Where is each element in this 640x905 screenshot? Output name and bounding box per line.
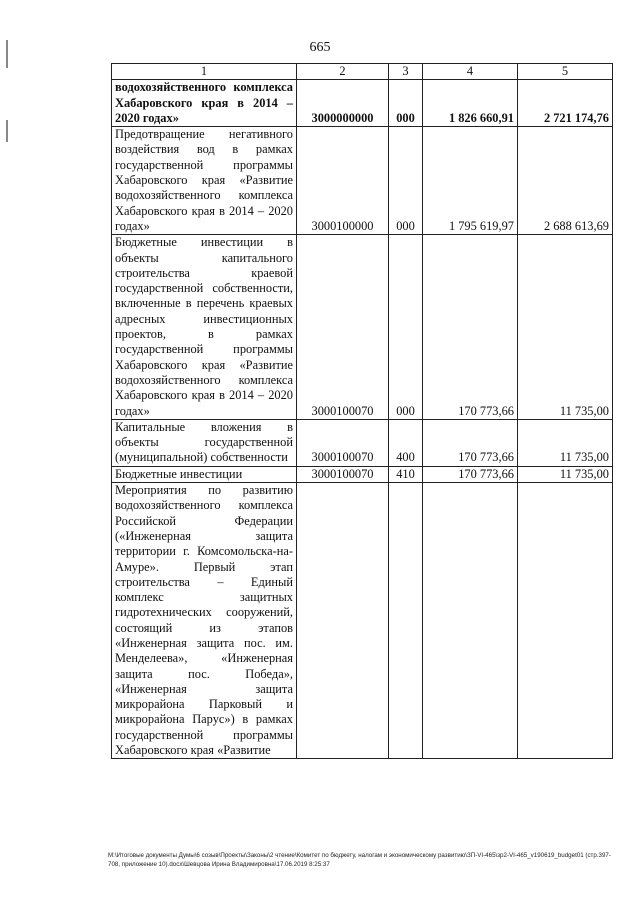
row-sum-2020: 11 735,00 [518,466,613,482]
page-number: 665 [309,40,331,55]
row-name: Мероприятия по развитию водохозяйственного комплекса Российской Федерации («Инженерная защита территории г. Комсомольска-на-Амуре». Первый этап строительства – Единый комплекс защитных гидротехнических сооружений, состоящий из этапов «Инженерная защита пос. им. Менделеева», «Инженерная защита пос. Победа», «Инженерная защита микрорайона Парковый и микрорайона Парус») в рамках государственной программы Хабаровского края «Развитие [112,483,297,759]
row-code [297,483,389,759]
row-sum-2019: 170 773,66 [423,235,518,420]
budget-table [111,63,613,759]
row-name: Капитальные вложения в объекты государственной (муниципальной) собственности [112,419,297,466]
row-type [389,483,423,759]
column-header: 2 [297,64,389,80]
row-sum-2020: 2 721 174,76 [518,80,613,127]
table-row [112,235,613,420]
table-header-row [112,64,613,80]
row-name: Бюджетные инвестиции в объекты капитального строительства краевой государственной собственности, включенные в перечень краевых адресных инвестиционных проектов, в рамках государственной программы Хабаровского края «Развитие водохозяйственного комплекса Хабаровского края в 2014 – 2020 годах» [112,235,297,420]
table-row [112,483,613,759]
row-type: 000 [389,235,423,420]
row-sum-2019: 170 773,66 [423,466,518,482]
row-sum-2019 [423,483,518,759]
row-code: 3000100070 [297,235,389,420]
row-type: 000 [389,80,423,127]
table-row [112,127,613,235]
row-sum-2019: 170 773,66 [423,419,518,466]
row-name: Предотвращение негативного воздействия вод в рамках государственной программы Хабаровского края «Развитие водохозяйственного комплекса Хабаровского края в 2014 – 2020 годах» [112,127,297,235]
row-sum-2019: 1 795 619,97 [423,127,518,235]
column-header: 5 [518,64,613,80]
document-path-footer: М:\Итоговые документы Думы\6 созыв\Проекты\Законы\2 чтение\Комитет по бюджету, налогам и экономическому развитию\ЗП-VI-465\зр2-VI-465_v190619_budget01 (стр.397-708, приложение 10).docx\Шевцова Ирина Владимировна\17.06.2019 8:25:37 [108,852,611,868]
column-header: 3 [389,64,423,80]
row-sum-2020: 11 735,00 [518,419,613,466]
row-code: 3000100070 [297,419,389,466]
table-row [112,419,613,466]
row-code: 3000100000 [297,127,389,235]
row-type: 410 [389,466,423,482]
column-header: 1 [112,64,297,80]
row-sum-2020: 2 688 613,69 [518,127,613,235]
row-type: 000 [389,127,423,235]
row-sum-2020: 11 735,00 [518,235,613,420]
row-type: 400 [389,419,423,466]
row-sum-2020 [518,483,613,759]
column-header: 4 [423,64,518,80]
row-code: 3000000000 [297,80,389,127]
row-name: Бюджетные инвестиции [112,466,297,482]
row-sum-2019: 1 826 660,91 [423,80,518,127]
scan-margin-mark [6,120,8,142]
row-name: водохозяйственного комплекса Хабаровского края в 2014 – 2020 годах» [112,80,297,127]
table-row [112,80,613,127]
table-row [112,466,613,482]
row-code: 3000100070 [297,466,389,482]
